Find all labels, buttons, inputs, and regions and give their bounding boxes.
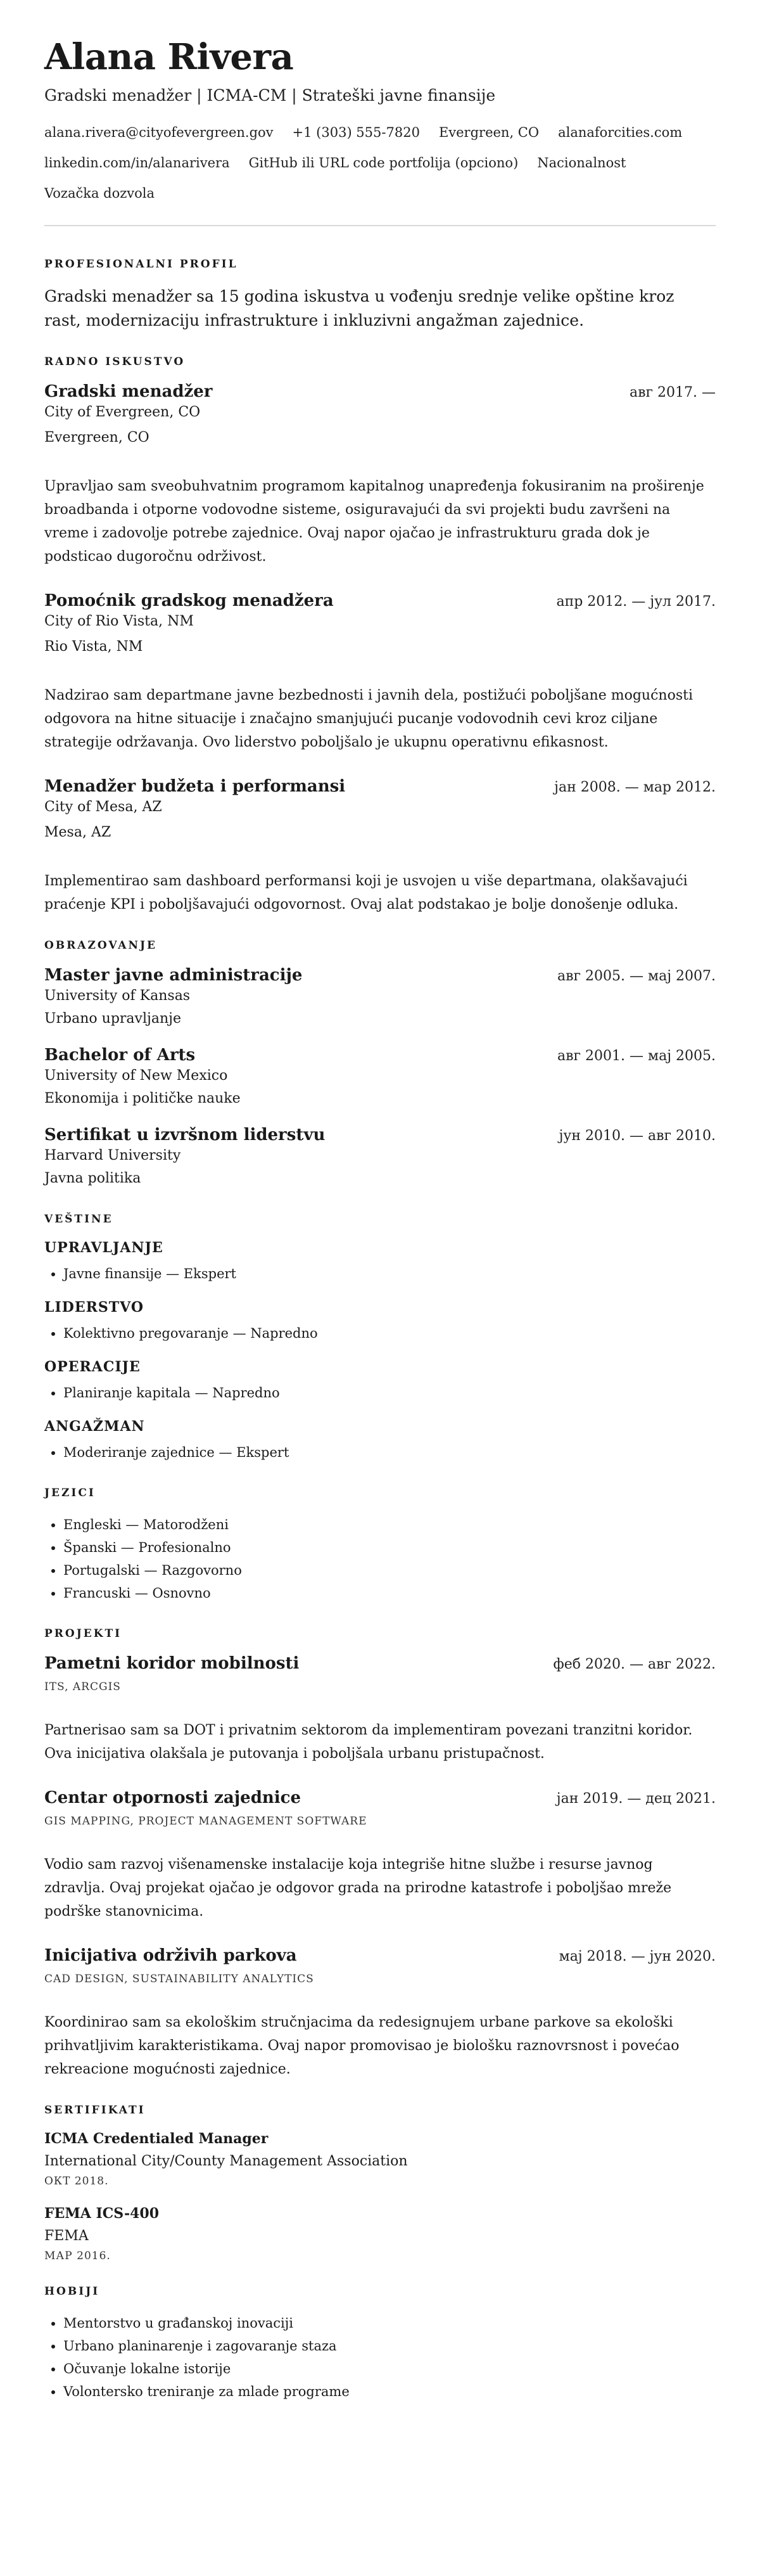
profile-section [44, 258, 716, 333]
contact-github[interactable]: GitHub ili URL code portfolija (opciono) [248, 155, 519, 170]
job-location: Mesa, AZ [44, 824, 111, 840]
project-technologies: ITS, ARCGIS [44, 1681, 121, 1693]
education-item [44, 1046, 716, 1110]
candidate-headline: Gradski menadžer | ICMA-CM | Strateški javne finansije [44, 86, 496, 105]
project-dates: мај 2018. — јун 2020. [559, 1949, 716, 1964]
profile-section-title: PROFESIONALNI PROFIL [44, 258, 238, 271]
degree-dates: авг 2005. — мај 2007. [557, 968, 716, 984]
study-field: Ekonomija i političke nauke [44, 1091, 241, 1106]
contact-phone[interactable]: +1 (303) 555-7820 [292, 125, 420, 140]
degree-dates: авг 2001. — мај 2005. [557, 1048, 716, 1064]
languages-section [44, 1487, 716, 1605]
project-item [44, 1654, 716, 1765]
degree-title: Bachelor of Arts [44, 1046, 196, 1065]
certificate-item [44, 2205, 716, 2262]
project-description: Vodio sam razvoj višenamenske instalacije koja integriše hitne službe i resurse javnog zdravlja. Ovaj projekat ojačao je odgovor grada na prirodne katastrofe i poboljšao mreže podrške stanovnicima. [44, 1857, 672, 1919]
hobby-item: • Mentorstvo u građanskoj inovaciji [63, 2312, 716, 2335]
certificate-item [44, 2131, 716, 2188]
skill-group [44, 1240, 716, 1285]
resume-header [44, 36, 716, 201]
job-dates: апр 2012. — јул 2017. [556, 594, 716, 610]
contact-list [44, 126, 716, 200]
languages-section-title: JEZICI [44, 1487, 96, 1499]
job-description: Implementirao sam dashboard performansi koji je usvojen u više departmana, olakšavajući praćenje KPI i poboljšavajući odgovornost. Ovaj alat podstakao je bolje donošenje odluka. [44, 873, 688, 913]
contact-nationality: Nacionalnost [537, 155, 626, 170]
job-title: Gradski menadžer [44, 382, 213, 401]
contact-drivers-license: Vozačka dozvola [44, 186, 155, 201]
skill-category: UPRAVLJANJE [44, 1240, 163, 1256]
degree-title: Sertifikat u izvršnom liderstvu [44, 1125, 326, 1144]
contact-location: Evergreen, CO [438, 125, 540, 140]
language-item: • Francuski — Osnovno [63, 1582, 716, 1605]
language-item: • Engleski — Matorodženi [63, 1513, 716, 1536]
project-name: Pametni koridor mobilnosti [44, 1654, 300, 1673]
school-name: University of Kansas [44, 988, 191, 1004]
project-dates: јан 2019. — дец 2021. [556, 1791, 716, 1807]
education-item [44, 1125, 716, 1190]
skills-section [44, 1213, 716, 1464]
hobby-item: • Urbano planinarenje i zagovaranje staza [63, 2335, 716, 2357]
job-dates: авг 2017. — [630, 385, 716, 400]
certificate-date: ОКТ 2018. [44, 2175, 109, 2188]
certificate-issuer: International City/County Management Association [44, 2153, 408, 2169]
job-description: Nadzirao sam departmane javne bezbednosti i javnih dela, postižući poboljšane mogućnosti odgovora na hitne situacije i značajno smanjujući pucanje vodovodnih cevi kroz ciljane strategije održavanja. Ovo liderstvo poboljšalo je ukupnu operativnu efikasnost. [44, 688, 693, 750]
hobby-item: • Volontersko treniranje za mlade programe [63, 2380, 716, 2403]
project-dates: феб 2020. — авг 2022. [553, 1656, 716, 1672]
hobbies-list [44, 2312, 716, 2403]
skill-group [44, 1418, 716, 1464]
project-item [44, 1946, 716, 2081]
hobbies-section [44, 2285, 716, 2403]
hobbies-section-title: HOBIJI [44, 2285, 100, 2298]
candidate-name: Alana Rivera [44, 36, 294, 78]
project-technologies: CAD DESIGN, SUSTAINABILITY ANALYTICS [44, 1973, 314, 1985]
certificates-section [44, 2104, 716, 2262]
experience-item [44, 591, 716, 754]
languages-list [44, 1513, 716, 1605]
skill-category: ANGAŽMAN [44, 1418, 145, 1435]
experience-item [44, 382, 716, 568]
certificate-name: FEMA ICS-400 [44, 2205, 160, 2222]
skill-group [44, 1299, 716, 1345]
degree-dates: јун 2010. — авг 2010. [559, 1128, 716, 1144]
project-description: Koordinirao sam sa ekološkim stručnjacima da redesignujem urbane parkove sa ekološki prihvatljivim karakteristikama. Ovaj napor promovisao je biološku raznovrsnost i povećao rekreacione mogućnosti zajednice. [44, 2015, 680, 2077]
header-divider [44, 225, 716, 226]
job-location: Evergreen, CO [44, 430, 149, 445]
project-description: Partnerisao sam sa DOT i privatnim sektorom da implementiram povezani tranzitni koridor. Ova inicijativa olakšala je putovanja i poboljšala urbanu pristupačnost. [44, 1722, 693, 1762]
language-item: • Španski — Profesionalno [63, 1536, 716, 1559]
skill-category: OPERACIJE [44, 1359, 141, 1375]
job-title: Menadžer budžeta i performansi [44, 777, 346, 796]
experience-item [44, 777, 716, 916]
education-section [44, 939, 716, 1190]
job-description: Upravljao sam sveobuhvatnim programom kapitalnog unapređenja fokusiranim na proširenje broadbanda i otporne vodovodne sisteme, osiguravajući da svi projekti budu završeni na vreme i zadovolje potrebe zajednice. Ovaj napor ojačao je infrastrukturu grada dok je podsticao dugoročnu održivost. [44, 478, 704, 565]
skill-item: • Javne finansije — Ekspert [63, 1262, 716, 1285]
job-company: City of Rio Vista, NM [44, 613, 194, 629]
experience-section [44, 356, 716, 916]
project-item [44, 1788, 716, 1923]
contact-linkedin[interactable]: linkedin.com/in/alanarivera [44, 155, 230, 170]
profile-summary: Gradski menadžer sa 15 godina iskustva u vođenju srednje velike opštine kroz rast, modernizaciju infrastrukture i inkluzivni angažman zajednice. [44, 287, 674, 330]
study-field: Javna politika [44, 1170, 141, 1186]
certificates-section-title: SERTIFIKATI [44, 2104, 146, 2117]
skill-category: LIDERSTVO [44, 1299, 144, 1316]
project-name: Inicijativa održivih parkova [44, 1946, 297, 1965]
certificate-name: ICMA Credentialed Manager [44, 2131, 269, 2147]
skills-section-title: VEŠTINE [44, 1213, 113, 1226]
hobby-item: • Očuvanje lokalne istorije [63, 2357, 716, 2380]
job-dates: јан 2008. — мар 2012. [554, 779, 716, 795]
project-name: Centar otpornosti zajednice [44, 1788, 301, 1807]
job-company: City of Mesa, AZ [44, 799, 162, 815]
skill-item: • Kolektivno pregovaranje — Napredno [63, 1322, 716, 1345]
job-title: Pomoćnik gradskog menadžera [44, 591, 334, 610]
experience-section-title: RADNO ISKUSTVO [44, 356, 186, 368]
school-name: Harvard University [44, 1148, 181, 1163]
skill-group [44, 1359, 716, 1404]
study-field: Urbano upravljanje [44, 1011, 181, 1027]
job-company: City of Evergreen, CO [44, 404, 201, 420]
contact-website[interactable]: alanaforcities.com [558, 125, 683, 140]
skill-item: • Moderiranje zajednice — Ekspert [63, 1441, 716, 1464]
projects-section-title: PROJEKTI [44, 1627, 122, 1640]
degree-title: Master javne administracije [44, 966, 303, 985]
project-technologies: GIS MAPPING, PROJECT MANAGEMENT SOFTWARE [44, 1815, 367, 1828]
job-location: Rio Vista, NM [44, 639, 143, 655]
school-name: University of New Mexico [44, 1068, 228, 1084]
language-item: • Portugalski — Razgovorno [63, 1559, 716, 1582]
education-section-title: OBRAZOVANJE [44, 939, 158, 952]
education-item [44, 966, 716, 1030]
skill-item: • Planiranje kapitala — Napredno [63, 1381, 716, 1404]
contact-email[interactable]: alana.rivera@cityofevergreen.gov [44, 125, 274, 140]
certificate-date: МАР 2016. [44, 2250, 111, 2262]
certificate-issuer: FEMA [44, 2228, 89, 2244]
projects-section [44, 1627, 716, 2081]
